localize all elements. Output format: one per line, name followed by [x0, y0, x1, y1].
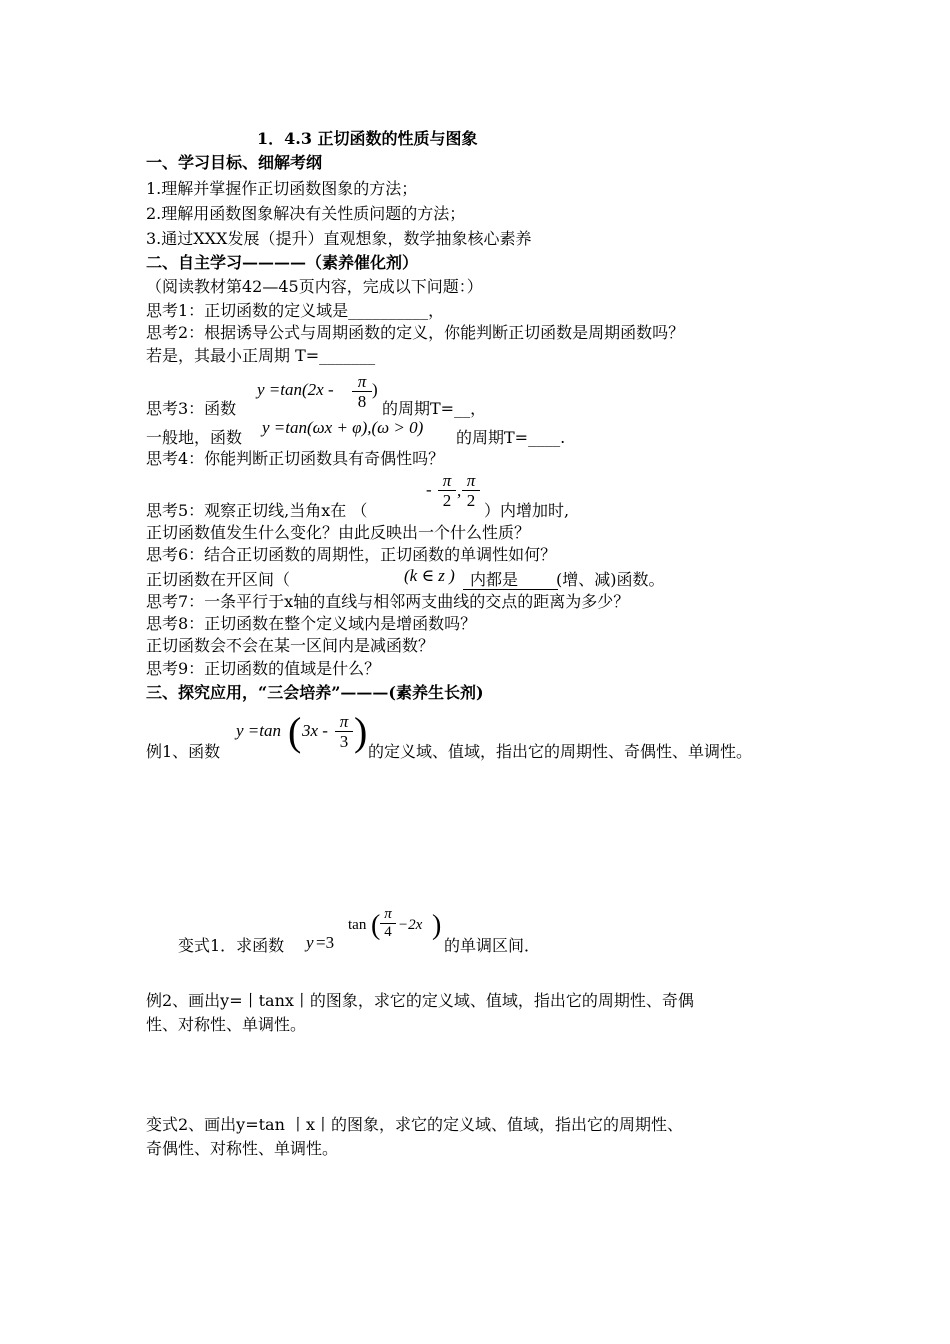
think-3-formula-right: ) [372, 380, 378, 399]
think-3b-prefix: 一般地，函数 [146, 428, 243, 447]
think-8-followup: 正切函数会不会在某一区间内是减函数？ [146, 636, 435, 655]
variant-1-eq: =3 [316, 933, 335, 952]
page-title: 1．4.3 正切函数的性质与图象 [257, 129, 478, 148]
variant-1-fraction [380, 906, 396, 941]
think-3-prefix: 思考3：函数 [146, 399, 237, 418]
example-1-suffix: 的定义域、值域，指出它的周期性、奇偶性、单调性。 [368, 742, 753, 761]
goal-item-1: 1.理解并掌握作正切函数图象的方法； [146, 179, 418, 198]
fraction-numerator: π [357, 372, 367, 391]
fraction-denominator: 4 [384, 924, 392, 940]
fraction-numerator: π [384, 906, 392, 922]
variant-1-suffix: 的单调区间． [444, 936, 541, 955]
think-3b-formula: y =tan(ωx + φ),(ω > 0) [262, 418, 424, 437]
think-1: 思考1：正切函数的定义域是__________， [146, 301, 445, 320]
think-5-minus: - [426, 480, 432, 499]
fraction-numerator: π [339, 712, 349, 731]
fraction-denominator: 2 [466, 491, 476, 510]
think-5-prefix: 思考5：观察正切线,当角x在 （ [146, 501, 368, 520]
left-paren-icon: ( [288, 709, 302, 754]
think-2-period: 若是，其最小正周期 T=_______ [146, 346, 376, 365]
section3-heading: 三、探究应用，“三会培养”———(素养生长剂) [146, 683, 484, 702]
example-1-formula-left: y =tan [236, 721, 281, 740]
think-6-k-in-z: (k ∈ z ) [404, 566, 455, 585]
fraction-numerator: π [442, 471, 452, 490]
variant-1-tail: −2x [398, 917, 423, 933]
think-5-suffix: ）内增加时, [484, 501, 570, 520]
section1-heading: 一、学习目标、细解考纲 [146, 153, 323, 172]
think-9: 思考9：正切函数的值域是什么？ [146, 659, 381, 678]
example-2-line-1: 例2、画出y=丨tanx丨的图象，求它的定义域、值域，指出它的周期性、奇偶 [146, 991, 694, 1010]
fraction-numerator: π [466, 471, 476, 490]
variant-1-y: y [306, 933, 314, 952]
section2-heading: 二、自主学习————（素养催化剂） [146, 253, 419, 272]
think-3-formula-left: y =tan(2x - [257, 380, 334, 399]
right-paren-icon: ) [354, 709, 368, 754]
variant-2-line-1: 变式2、画出y=tan 丨x丨的图象，求它的定义域、值域，指出它的周期性、 [146, 1115, 684, 1134]
example-2-line-2: 性、对称性、单调性。 [146, 1015, 307, 1034]
think-6: 思考6：结合正切函数的周期性，正切函数的单调性如何？ [146, 545, 557, 564]
think-5-fraction-right [462, 471, 480, 510]
think-3b-suffix: 的周期T=____. [456, 428, 566, 447]
think-4: 思考4：你能判断正切函数具有奇偶性吗？ [146, 449, 445, 468]
think-3-fraction [352, 372, 372, 411]
think-5-question: 正切函数值发生什么变化？由此反映出一个什么性质？ [146, 523, 531, 542]
example-1-fraction [335, 712, 353, 751]
reading-instruction: （阅读教材第42—45页内容，完成以下问题：） [146, 277, 483, 296]
think-2-question: 思考2：根据诱导公式与周期函数的定义，你能判断正切函数是周期函数吗？ [146, 323, 685, 342]
variant-1-prefix: 变式1．求函数 [178, 936, 285, 955]
example-1-formula-inner: 3x - [302, 721, 328, 740]
think-6-suffix: (增、减)函数。 [556, 570, 665, 589]
think-3-suffix: 的周期T=__， [382, 399, 487, 418]
think-6-interval-prefix: 正切函数在开区间（ [146, 570, 291, 589]
think-7: 思考7：一条平行于x轴的直线与相邻两支曲线的交点的距离为多少？ [146, 592, 630, 611]
goal-item-2: 2.理解用函数图象解决有关性质问题的方法； [146, 204, 466, 223]
example-1-prefix: 例1、函数 [146, 742, 221, 761]
fraction-denominator: 8 [357, 392, 367, 411]
variant-2-line-2: 奇偶性、对称性、单调性。 [146, 1139, 339, 1158]
variant-1-tan: tan [348, 917, 367, 933]
think-5-comma: , [457, 481, 462, 500]
think-5-fraction-left [438, 471, 456, 510]
goal-item-3: 3.通过XXX发展（提升）直观想象，数学抽象核心素养 [146, 229, 532, 248]
fraction-denominator: 3 [339, 732, 349, 751]
fraction-denominator: 2 [442, 491, 452, 510]
left-paren-icon: ( [371, 910, 381, 941]
answer-blank-underline [463, 589, 558, 590]
think-8-question: 思考8：正切函数在整个定义域内是增函数吗？ [146, 614, 477, 633]
think-6-mid: 内都是 [470, 570, 519, 589]
right-paren-icon: ) [432, 910, 442, 941]
